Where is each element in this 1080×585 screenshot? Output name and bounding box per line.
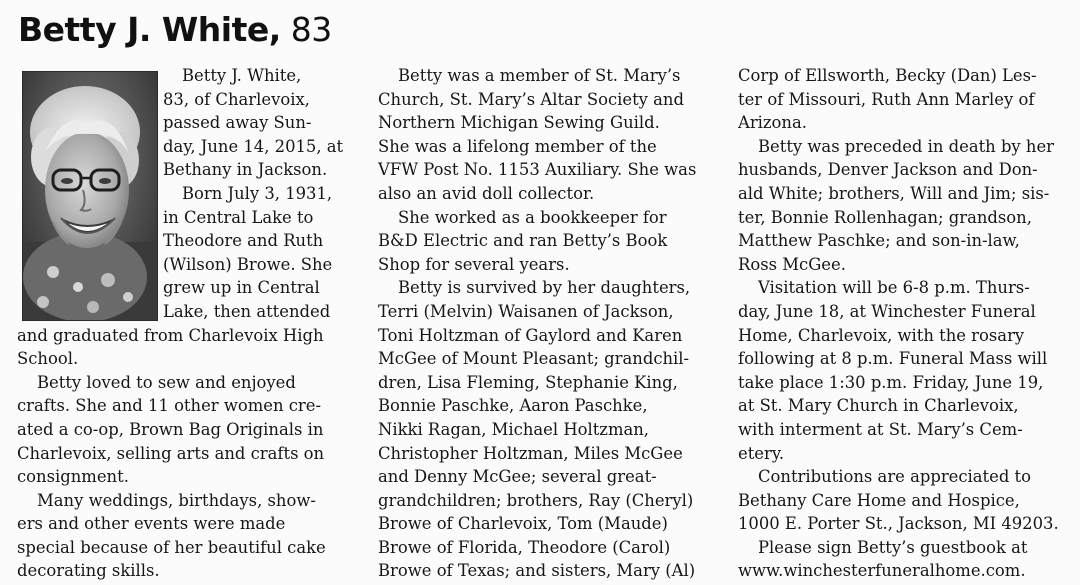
obituary-headline	[18, 8, 332, 52]
column-3-line: husbands, Denver Jackson and Don-	[738, 160, 1038, 180]
column-2-line: Nikki Ragan, Michael Holtzman,	[378, 419, 650, 439]
column-3-line: Corp of Ellsworth, Becky (Dan) Les-	[738, 66, 1037, 85]
column-1-line: in Central Lake to	[163, 207, 314, 227]
column-1-line: passed away Sun-	[163, 113, 312, 133]
column-2-line: She worked as a bookkeeper for	[398, 207, 667, 227]
column-2-line: VFW Post No. 1153 Auxiliary. She was	[378, 160, 697, 180]
column-2-line: Browe of Texas; and sisters, Mary (Al)	[378, 561, 696, 581]
column-3-line: Ross McGee.	[738, 254, 846, 274]
column-3-line: Visitation will be 6-8 p.m. Thurs-	[758, 278, 1030, 298]
column-2-line: Bonnie Paschke, Aaron Paschke,	[378, 396, 648, 416]
column-2-line: grandchildren; brothers, Ray (Cheryl)	[378, 490, 694, 510]
column-2-line: Christopher Holtzman, Miles McGee	[378, 443, 683, 463]
column-2-line: and Denny McGee; several great-	[378, 467, 657, 487]
column-1-line: Betty J. White,	[182, 66, 302, 85]
column-3-line: day, June 18, at Winchester Funeral	[738, 301, 1036, 321]
column-1-line: School.	[17, 349, 79, 369]
column-1-line: Charlevoix, selling arts and crafts on	[17, 443, 325, 463]
column-2-line: Browe of Charlevoix, Tom (Maude)	[378, 514, 668, 534]
column-1-line: (Wilson) Browe. She	[163, 254, 333, 274]
column-2-line: McGee of Mount Pleasant; grandchil-	[378, 349, 690, 369]
column-3-line: ald White; brothers, Will and Jim; sis-	[738, 183, 1050, 203]
column-3-line: www.winchesterfuneralhome.com.	[738, 561, 1026, 581]
column-1-line: and graduated from Charlevoix High	[17, 325, 324, 345]
column-2-line: Browe of Florida, Theodore (Carol)	[378, 537, 671, 557]
column-1-line: day, June 14, 2015, at	[163, 136, 344, 156]
column-2-line: Toni Holtzman of Gaylord and Karen	[378, 325, 683, 345]
column-3-line: Matthew Paschke; and son-in-law,	[738, 231, 1020, 251]
obituary-column-3	[738, 64, 1070, 583]
column-2-line: Church, St. Mary’s Altar Society and	[378, 89, 684, 109]
column-3-line: take place 1:30 p.m. Friday, June 19,	[738, 372, 1044, 392]
column-2-line: She was a lifelong member of the	[378, 136, 657, 156]
column-1-line: Lake, then attended	[163, 301, 331, 321]
headline-name: Betty J. White,	[18, 10, 281, 49]
column-1-line: 83, of Charlevoix,	[163, 89, 310, 109]
column-2-line: dren, Lisa Fleming, Stephanie King,	[378, 372, 678, 392]
column-3-line: ter, Bonnie Rollenhagan; grandson,	[738, 207, 1032, 227]
column-1-line: consignment.	[17, 467, 129, 487]
column-1-line: grew up in Central	[163, 278, 320, 298]
column-1-line: Many weddings, birthdays, show-	[37, 490, 316, 510]
column-3-line: Betty was preceded in death by her	[758, 136, 1054, 156]
column-1-line: ated a co-op, Brown Bag Originals in	[17, 419, 324, 439]
column-1-line: Betty loved to sew and enjoyed	[37, 372, 296, 392]
column-3-line: Home, Charlevoix, with the rosary	[738, 325, 1025, 345]
column-2-line: Betty is survived by her daughters,	[398, 278, 691, 298]
column-3-line: with interment at St. Mary’s Cem-	[738, 419, 1023, 439]
column-2-line: Terri (Melvin) Waisanen of Jackson,	[378, 301, 674, 321]
column-3-line: following at 8 p.m. Funeral Mass will	[738, 349, 1048, 369]
column-1-line: Born July 3, 1931,	[182, 183, 333, 203]
column-3-line: at St. Mary Church in Charlevoix,	[738, 396, 1019, 416]
obituary-column-1	[17, 64, 357, 583]
column-2-line: also an avid doll collector.	[378, 183, 595, 203]
column-3-line: Bethany Care Home and Hospice,	[738, 490, 1020, 510]
column-3-line: Contributions are appreciated to	[758, 467, 1031, 487]
column-1-line: decorating skills.	[17, 561, 160, 581]
column-1-line: special because of her beautiful cake	[17, 537, 326, 557]
obituary-column-2	[378, 64, 710, 583]
headline-age: 83	[280, 10, 332, 49]
column-3-line: Please sign Betty’s guestbook at	[758, 537, 1028, 557]
column-3-line: 1000 E. Porter St., Jackson, MI 49203.	[738, 514, 1059, 534]
column-2-line: B&D Electric and ran Betty’s Book	[378, 231, 668, 251]
column-2-line: Northern Michigan Sewing Guild.	[378, 113, 660, 133]
column-3-line: ter of Missouri, Ruth Ann Marley of	[738, 89, 1035, 109]
column-1-line: Theodore and Ruth	[163, 231, 324, 251]
column-1-line: crafts. She and 11 other women cre-	[17, 396, 321, 416]
column-1-line: Bethany in Jackson.	[163, 160, 328, 180]
column-2-line: Shop for several years.	[378, 254, 570, 274]
column-3-line: Arizona.	[738, 113, 807, 133]
column-2-line: Betty was a member of St. Mary’s	[398, 66, 681, 85]
column-3-line: etery.	[738, 443, 785, 463]
column-1-line: ers and other events were made	[17, 514, 286, 534]
